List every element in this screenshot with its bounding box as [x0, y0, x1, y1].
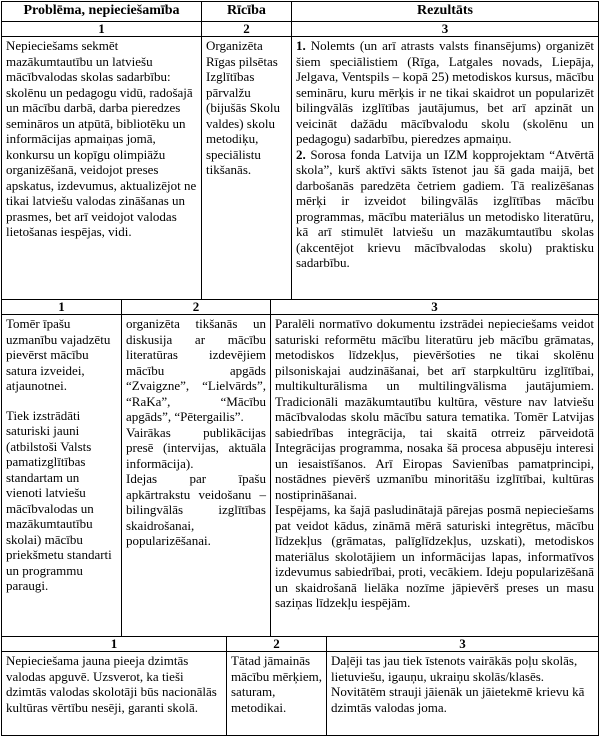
result-item-2-text: Sorosa fonda Latvija un IZM kopprojektam “Atvērtā skola”, kurš aktīvi sākts īstenot jau šā gada maijā, bet darbošanās paredzēta četriem gadiem. Tā realizēšanas mērķi ir izveidot bilingvālās izglītības mācību programmas, mācību materiālus un metodisko literatūru, kā arī stimulēt latviešu un mazākumtautību skolas (akcentējot krievu mācībvalodas skolu) praktisku sadarbību.	[296, 146, 595, 270]
result-text-2: Iespējams, ka šajā pasludinātajā pārejas posmā nepieciešams pat veidot kādus, zināmā mērā saturiski integrētus, mācību līdzekļus (grāmatas, palīglīdzekļus, uzskati), metodiskos materiālus skolotājiem un informācijas lapas, informatīvos izdevumus sabiedrībai, proti, vecākiem. Ideju popularizēšanā un skaidrošanā lielāka nozīme jāpievērš preses un masu saziņas līdzekļu iespējām.	[275, 502, 594, 610]
column-number-2: 2	[122, 300, 271, 315]
action-cell	[202, 37, 292, 300]
action-text-1: organizēta tikšanās un diskusija ar mācību literatūras izdevējiem mācību apgāds “Zvaigzne”, “Lielvārds”, “RaKa”, “Mācību apgāds”, “Pētergailis”.	[126, 316, 266, 424]
column-number-3: 3	[292, 22, 599, 37]
action-cell	[122, 315, 271, 637]
action-text: Organizēta Rīgas pilsētas Izglītības pārvalžu (bijušās Skolu valdes) skolu metodiķu, speciālistu tikšanās.	[206, 38, 281, 177]
header-action: Rīcība	[202, 2, 292, 22]
table-section-3	[1, 636, 599, 736]
column-number-3: 3	[271, 300, 599, 315]
action-text-2: Vairākas publikācijas presē (intervijas, aktuāla informācija).	[126, 424, 266, 471]
problem-cell	[2, 37, 202, 300]
problem-text: Nepieciešams sekmēt mazākumtautību un latviešu mācībvalodas skolas sadarbību: skolēnu un pedagogu vidū, radošajā un mācību darbā, darba pieredzes semināros un atpūtā, bibliotēku un informācijas apmaiņas jomā, konkursu un kopīgu olimpiāžu organizēšanā, veidojot preses apskatus, izdevumus, aktualizējot ne tikai latviešu valodas zināšanas un prasmes, bet arī veidojot valodas lietošanas iespējas, vidi.	[6, 38, 197, 239]
column-number-1: 1	[2, 22, 202, 37]
problem-text-1: Tomēr īpašu uzmanību vajadzētu pievērst mācību satura izveidei, atjaunotnei.	[6, 316, 111, 393]
result-item-2	[296, 147, 594, 271]
action-cell	[227, 652, 327, 736]
problem-text: Nepieciešama jauna pieeja dzimtās valodas apguvē. Uzsverot, ka tieši dzimtās valodas skolotāji būs nacionālās kultūras vērtību nesēji, garanti skolā.	[6, 653, 217, 715]
table-section-1	[1, 1, 599, 300]
column-number-2: 2	[227, 637, 327, 652]
result-cell	[271, 315, 599, 637]
action-text-3: Idejas par īpašu apkārtrakstu veidošanu – bilingvālās izglītības skaidrošanai, popularizēšanai.	[126, 471, 266, 548]
result-item-1-text: Nolemts (un arī atrasts valsts finansējums) organizēt šiem speciālistiem (Rīga, Latgales novads, Liepāja, Jelgava, Ventspils – kopā 25) metodiskos kursus, mācību semināru, kuru mērķis ir ne tikai skaidrot un popularizēt bilingvālās izglītības jautājumus, bet arī apzināt un veicināt dažādu mācībvalodu skolu (skolēnu un pedagogu) sadarbību, pieredzes apmaiņu.	[296, 38, 595, 146]
column-number-1: 1	[2, 637, 227, 652]
column-number-2: 2	[202, 22, 292, 37]
result-text-1: Paralēli normatīvo dokumentu izstrādei nepieciešams veidot saturiski reformētu mācību literatūru jeb mācību grāmatas, metodiskos līdzekļus, pievēršoties ne tikai skolēnu pilsoniskajai audzināšanai, bet arī starpkultūru izglītībai, multikulturālisma un multilingvālisma jautājumiem. Tradicionāli mazākumtautību kultūra, vēsture nav latviešu mācībvalodas skolu mācību satura tematika. Tomēr Latvijas sabiedrības integrācija, tai skaitā otrreiz pārveidotā Integrācijas programma, nosaka šā procesa abpusēju interesi un iesaistīšanos. Arī Eiropas Savienības pamatprincipi, nostādnes pievērš uzmanību minoritāšu izglītībai, kultūras nostiprināšanai.	[275, 316, 594, 502]
header-problem: Problēma, nepieciešamība	[2, 2, 202, 22]
action-text: Tātad jāmainās mācību mērķiem, saturam, metodikai.	[231, 653, 322, 715]
result-text: Daļēji tas jau tiek īstenots vairākās poļu skolās, lietuviešu, igauņu, ukraiņu skolās/klasēs. Novitātēm strauji jāienāk un jāietekmē krievu kā dzimtās valodas joma.	[331, 653, 585, 715]
result-cell	[327, 652, 599, 736]
column-number-1: 1	[2, 300, 122, 315]
column-number-3: 3	[327, 637, 599, 652]
result-item-1-number: 1.	[296, 38, 306, 53]
result-item-1	[296, 38, 594, 147]
result-item-2-number: 2.	[296, 146, 306, 162]
problem-cell	[2, 652, 227, 736]
header-result: Rezultāts	[292, 2, 599, 22]
problem-text-2: Tiek izstrādāti saturiski jauni (atbilstoši Valsts pamatizglītības standartam un vienoti latviešu mācībvalodas un mazākumtautību skolai) mācību priekšmetu standarti un programmu paraugi.	[6, 407, 112, 593]
table-section-2	[1, 299, 599, 637]
problem-cell	[2, 315, 122, 637]
result-cell	[292, 37, 599, 300]
